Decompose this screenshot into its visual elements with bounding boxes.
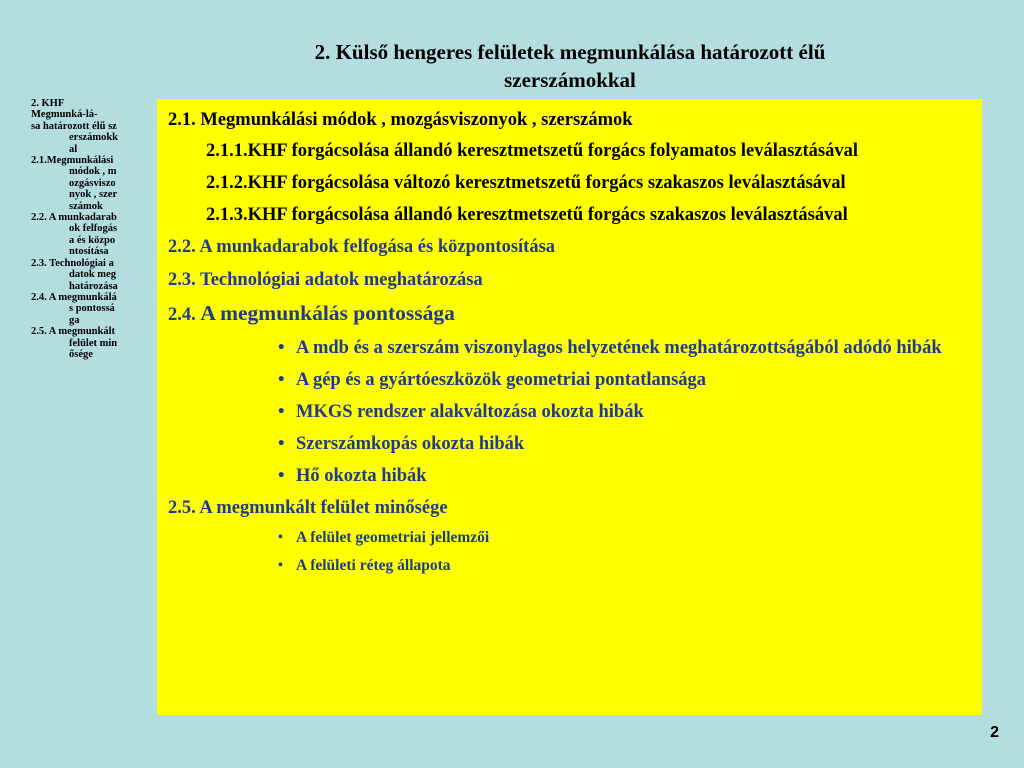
bullet-icon: • <box>278 402 285 422</box>
section-2-2-number: 2.2. <box>168 237 196 257</box>
bullet-text: A mdb és a szerszám viszonylagos helyzetének meghatározottságából adódó hibák <box>296 338 942 358</box>
list-item <box>168 399 972 425</box>
section-2-5-number: 2.5. <box>168 498 196 518</box>
bullet-icon: • <box>278 466 285 486</box>
section-2-2-heading <box>168 234 972 260</box>
outline-item-2-1[interactable]: 2.1.Megmunkálási módok , mozgásviszonyok , szerszámok <box>31 155 118 212</box>
list-item <box>168 556 972 576</box>
section-2-4-number: 2.4. <box>168 305 196 325</box>
list-item <box>168 431 972 457</box>
section-2-3-text: Technológiai adatok meghatározása <box>200 270 483 290</box>
outline-sidebar <box>31 98 119 360</box>
bullet-text: A felület geometriai jellemzői <box>296 529 490 546</box>
bullet-text: A felületi réteg állapota <box>296 557 451 574</box>
bullet-icon: • <box>278 338 285 358</box>
section-2-1-heading: 2.1. Megmunkálási módok , mozgásviszonyok , szerszámok <box>168 110 633 130</box>
outline-item-2-2[interactable]: 2.2. A munkadarabok felfogása és központosítása <box>31 212 118 258</box>
section-2-5-text: A megmunkált felület minősége <box>199 498 448 518</box>
section-2-5-heading <box>168 495 972 521</box>
outline-item-2-3[interactable]: 2.3. Technológiai adatok meghatározása <box>31 257 118 292</box>
outline-item-khf[interactable]: 2. KHF <box>31 98 65 109</box>
section-2-2-text: A munkadarabok felfogása és központosítása <box>199 237 556 257</box>
bullet-text: A gép és a gyártóeszközök geometriai pontatlansága <box>296 370 707 390</box>
content-panel <box>157 99 982 715</box>
outline-item-2-4[interactable]: 2.4. A megmunkálás pontossága <box>31 291 117 326</box>
bullet-icon: • <box>278 434 285 454</box>
bullet-icon: • <box>278 370 285 390</box>
outline-item-megmunkalasa[interactable]: Megmunká-lá- <box>31 109 98 121</box>
outline-item-hatarozott[interactable]: sa határozott élű szerszámokkal <box>31 120 118 155</box>
outline-item-2-5[interactable]: 2.5. A megmunkált felület minősége <box>31 326 118 360</box>
bullet-text: Szerszámkopás okozta hibák <box>296 434 525 454</box>
subsection-2-1-2: 2.1.2.KHF forgácsolása változó keresztmetszetű forgács szakaszos leválasztásával <box>206 173 846 193</box>
subsection-2-1-1: 2.1.1.KHF forgácsolása állandó keresztmetszetű forgács folyamatos leválasztásával <box>206 141 859 161</box>
list-item <box>168 528 972 548</box>
list-item <box>168 367 972 393</box>
slide-title-line-2: szerszámokkal <box>504 68 636 92</box>
section-2-4-text: A megmunkálás pontossága <box>200 301 455 325</box>
section-2-3-heading <box>168 267 972 293</box>
page-number: 2 <box>990 724 999 741</box>
section-2-3-number: 2.3. <box>168 270 196 290</box>
slide-title-line-1: 2. Külső hengeres felületek megmunkálása határozott élű <box>314 40 826 64</box>
list-item <box>168 463 972 489</box>
slide-title <box>160 38 980 94</box>
bullet-icon: • <box>278 558 283 573</box>
list-item <box>168 335 972 361</box>
bullet-text: Hő okozta hibák <box>296 466 427 486</box>
subsection-2-1-3: 2.1.3.KHF forgácsolása állandó keresztmetszetű forgács szakaszos leválasztásával <box>206 205 848 225</box>
bullet-icon: • <box>278 530 283 545</box>
bullet-text: MKGS rendszer alakváltozása okozta hibák <box>296 402 644 422</box>
section-2-4-heading <box>168 300 972 328</box>
